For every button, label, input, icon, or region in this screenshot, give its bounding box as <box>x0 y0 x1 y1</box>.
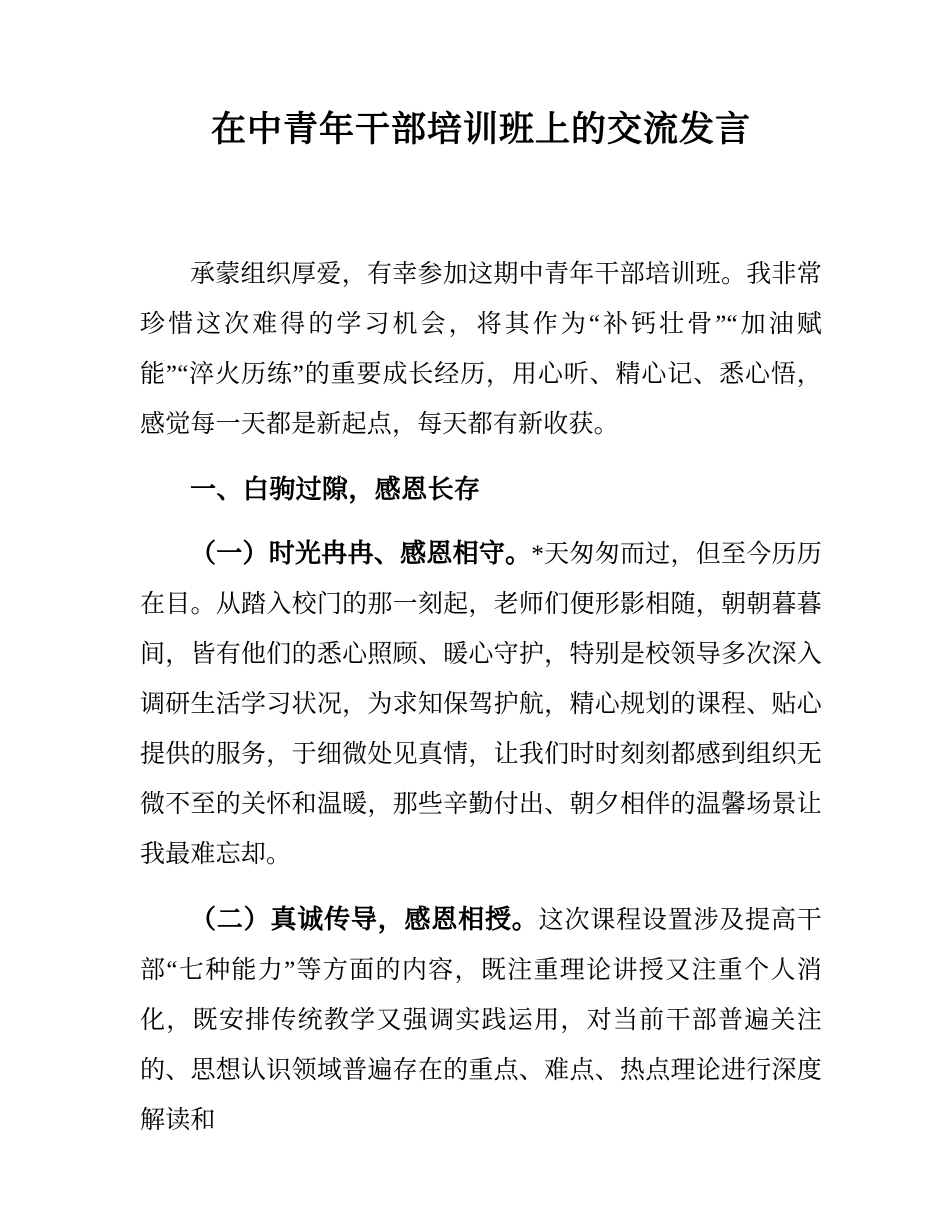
document-title: 在中青年干部培训班上的交流发言 <box>210 110 751 149</box>
section-heading-1: 一、白驹过隙，感恩长存 <box>190 474 481 504</box>
paragraph-intro: 承蒙组织厚爱，有幸参加这期中青年干部培训班。我非常珍惜这次难得的学习机会，将其作为“补钙壮骨”“加油赋能”“淬火历练”的重要成长经历，用心听、精心记、悉心悟，感觉每一天都是新起点，每天都有新收获。 <box>140 261 822 438</box>
document-content <box>140 0 822 1160</box>
paragraph-section1-sub1 <box>140 528 822 880</box>
subheading-1-1: （一）时光冉冉、感恩相守。 <box>190 538 532 568</box>
paragraph-section1-sub2-text: 这次课程设置涉及提高干部“七种能力”等方面的内容，既注重理论讲授又注重个人消化，既安排传统教学又强调实践运用，对当前干部普遍关注的、思想认识领域普遍存在的重点、难点、热点理论进行深度解读和 <box>140 907 822 1134</box>
subheading-1-2: （二）真诚传导，感恩相授。 <box>190 904 539 934</box>
paragraph-section1-sub1-text: *天匆匆而过，但至今历历在目。从踏入校门的那一刻起，老师们便形影相随，朝朝暮暮间，皆有他们的悉心照顾、暖心守护，特别是校领导多次深入调研生活学习状况，为求知保驾护航，精心规划的课程、贴心提供的服务，于细微处见真情，让我们时时刻刻都感到组织无微不至的关怀和温暖，那些辛勤付出、朝夕相伴的温馨场景让我最难忘却。 <box>140 541 822 868</box>
paragraph-section1-sub2 <box>140 894 822 1146</box>
